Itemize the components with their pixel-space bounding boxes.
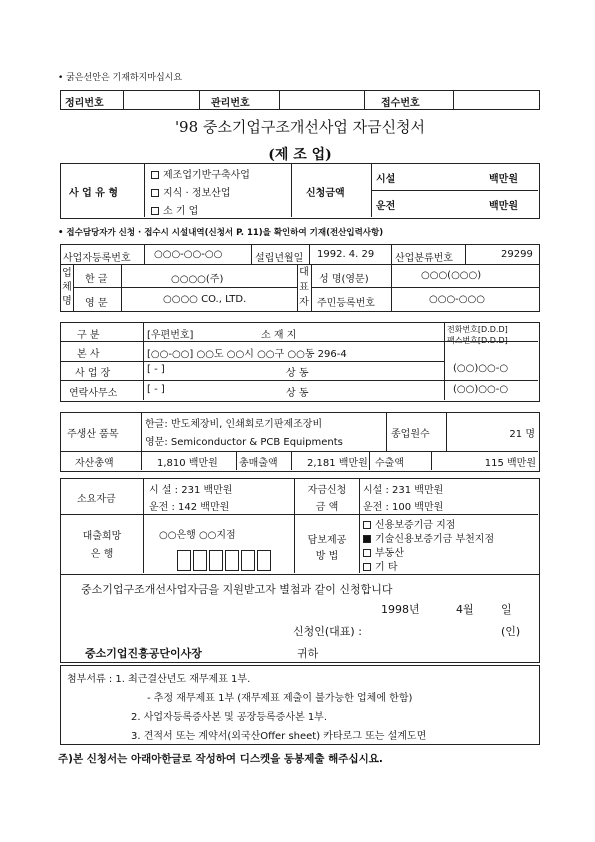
recipient: 중소기업진흥공단이사장	[85, 647, 202, 660]
phone-value-1: (○○)○○-○	[453, 363, 509, 374]
form-title: '98 중소기업구조개선사업 자금신청서	[174, 118, 426, 136]
option-infra[interactable]: 제조업기반구축사업	[151, 166, 250, 181]
rrn-value: ○○○-○○○	[429, 294, 485, 305]
english-name-value: ○○○○ CO., LTD.	[163, 294, 247, 305]
bank-value: ○○은행 ○○지점	[159, 530, 236, 541]
required-funds-label: 소요자금	[77, 494, 116, 505]
attachment-1b: - 추정 재무제표 1부 (재무제표 제출이 불가능한 업체에 한함)	[147, 693, 413, 704]
applied-amount-label-1: 자금신청	[307, 485, 347, 496]
plant-zip: [ - ]	[147, 364, 165, 375]
assets-label: 자산총액	[75, 458, 114, 469]
product-block	[60, 412, 540, 472]
applied-amount-label-2: 금 액	[315, 502, 339, 513]
plant-address: 상 동	[286, 368, 309, 379]
honorific: 귀하	[297, 647, 319, 660]
staff-note: • 접수담당자가 신청 · 접수시 시설내역(신청서 P. 11)을 확인하여 기재(전산입력사항)	[58, 228, 384, 238]
business-type-block	[60, 163, 540, 219]
funds-block	[60, 478, 540, 575]
collateral-option-credit[interactable]: 신용보증기금 지점	[363, 516, 455, 531]
office-address: 상 동	[286, 388, 309, 399]
export-label: 수출액	[375, 458, 404, 469]
operating-unit: 백만원	[489, 201, 518, 212]
product-label: 주생산 품목	[67, 429, 119, 440]
employees-value: 21 명	[509, 429, 535, 440]
col-phone: 전화번호[D.D.D]	[447, 325, 508, 334]
english-name-label: 영 문	[85, 298, 108, 309]
option-small-biz[interactable]: 소 기 업	[151, 202, 198, 217]
attachment-3: 3. 견적서 또는 계약서(외국산Offer sheet) 카타로그 또는 설계도면	[131, 731, 427, 742]
applied-operating: 운전 : 100 백만원	[363, 502, 444, 513]
checkbox-icon[interactable]	[363, 549, 371, 557]
rrn-label: 주민등록번호	[317, 298, 375, 309]
required-operating: 운전 : 142 백만원	[149, 502, 230, 513]
founded-value: 1992. 4. 29	[317, 249, 375, 260]
collateral-label-2: 방 법	[315, 551, 339, 562]
industry-label: 산업분류번호	[395, 253, 453, 264]
applicant-label: 신청인(대표) :	[293, 625, 362, 638]
collateral-option-other[interactable]: 기 타	[363, 558, 398, 573]
bank-label-2: 은 행	[90, 549, 114, 560]
collateral-option-realestate[interactable]: 부동산	[363, 544, 404, 559]
declaration-block	[60, 575, 540, 663]
date-year: 1998년	[381, 603, 420, 616]
facility-label: 시설	[376, 174, 396, 185]
plant-label: 사 업 장	[75, 368, 111, 379]
industry-value: 29299	[501, 249, 533, 260]
sales-value: 2,181 백만원	[307, 458, 368, 469]
bizno-value: ○○○-○○-○○	[154, 249, 223, 260]
company-info-block	[60, 244, 540, 312]
top-note: • 굵은선안은 기재하지마십시요	[58, 73, 183, 83]
collateral-option-tech[interactable]: 기술신용보증기금 부천지점	[363, 530, 494, 545]
footer-note: 주)본 신청서는 아래아한글로 작성하여 디스켓을 동봉제출 해주십시요.	[58, 753, 383, 765]
col-kind: 구 분	[77, 330, 100, 341]
checkbox-icon[interactable]	[363, 563, 371, 571]
label-receipt-number: 접수번호	[381, 98, 420, 109]
rep-name-label: 성 명(영문)	[319, 274, 369, 285]
attachment-1: 첨부서류 : 1. 최근결산년도 재무제표 1부.	[67, 674, 251, 685]
rep-name-value: ○○○(○○○)	[421, 270, 482, 281]
col-zip: [우편번호]	[147, 330, 194, 341]
office-zip: [ - ]	[147, 384, 165, 395]
checkbox-icon[interactable]	[151, 171, 159, 179]
address-block	[60, 322, 540, 402]
product-english: 영문: Semiconductor & PCB Equipments	[145, 437, 343, 448]
office-label: 연락사무소	[69, 388, 118, 399]
founded-label: 설립년월일	[255, 253, 304, 264]
registration-row	[60, 90, 540, 110]
checkbox-icon[interactable]	[363, 521, 371, 529]
declaration-text: 중소기업구조개선사업자금을 지원받고자 별첨과 같이 신청합니다	[81, 583, 393, 596]
form-subtitle: (제 조 업)	[268, 147, 332, 163]
korean-name-value: ○○○○(주)	[171, 274, 224, 285]
date-month: 4월	[456, 603, 474, 616]
applied-facility: 시설 : 231 백만원	[363, 485, 444, 496]
assets-value: 1,810 백만원	[157, 458, 218, 469]
korean-name-label: 한 글	[85, 274, 108, 285]
operating-label: 운전	[376, 201, 396, 212]
phone-value-2: (○○)○○-○	[453, 384, 509, 395]
required-facility: 시 설 : 231 백만원	[149, 485, 233, 496]
company-name-vertical-label: 업 체 명	[62, 268, 72, 307]
label-reg-number: 정리번호	[65, 98, 104, 109]
collateral-label-1: 담보제공	[307, 535, 347, 546]
bizno-label: 사업자등록번호	[63, 253, 131, 264]
seal-mark: (인)	[501, 625, 521, 638]
option-knowledge[interactable]: 지식 · 정보산업	[151, 184, 231, 199]
sales-label: 총매출액	[239, 458, 278, 469]
employees-label: 종업원수	[391, 429, 430, 440]
export-value: 115 백만원	[484, 458, 536, 469]
checkbox-checked-icon[interactable]	[363, 535, 371, 543]
col-fax: 팩스번호[D.D.D]	[447, 336, 508, 345]
attachments-block	[60, 665, 540, 745]
checkbox-icon[interactable]	[151, 189, 159, 197]
product-korean: 한글: 반도체장비, 인쇄회로기판제조장비	[145, 419, 323, 430]
col-location: 소 재 지	[261, 330, 297, 341]
hq-label: 본 사	[77, 349, 100, 360]
checkbox-icon[interactable]	[151, 207, 159, 215]
attachment-2: 2. 사업자등록증사본 및 공장등록증사본 1부.	[131, 712, 328, 723]
representative-vertical-label: 대 표 자	[299, 267, 309, 308]
requested-amount-label: 신청금액	[306, 188, 345, 199]
date-day: 일	[501, 603, 512, 616]
hq-address: [○○-○○] ○○도 ○○시 ○○구 ○○동 296-4	[147, 349, 347, 360]
facility-unit: 백만원	[489, 174, 518, 185]
bank-label-1: 대출희망	[82, 531, 122, 542]
business-type-label: 사 업 유 형	[69, 188, 119, 199]
label-mgmt-number: 관리번호	[211, 98, 250, 109]
